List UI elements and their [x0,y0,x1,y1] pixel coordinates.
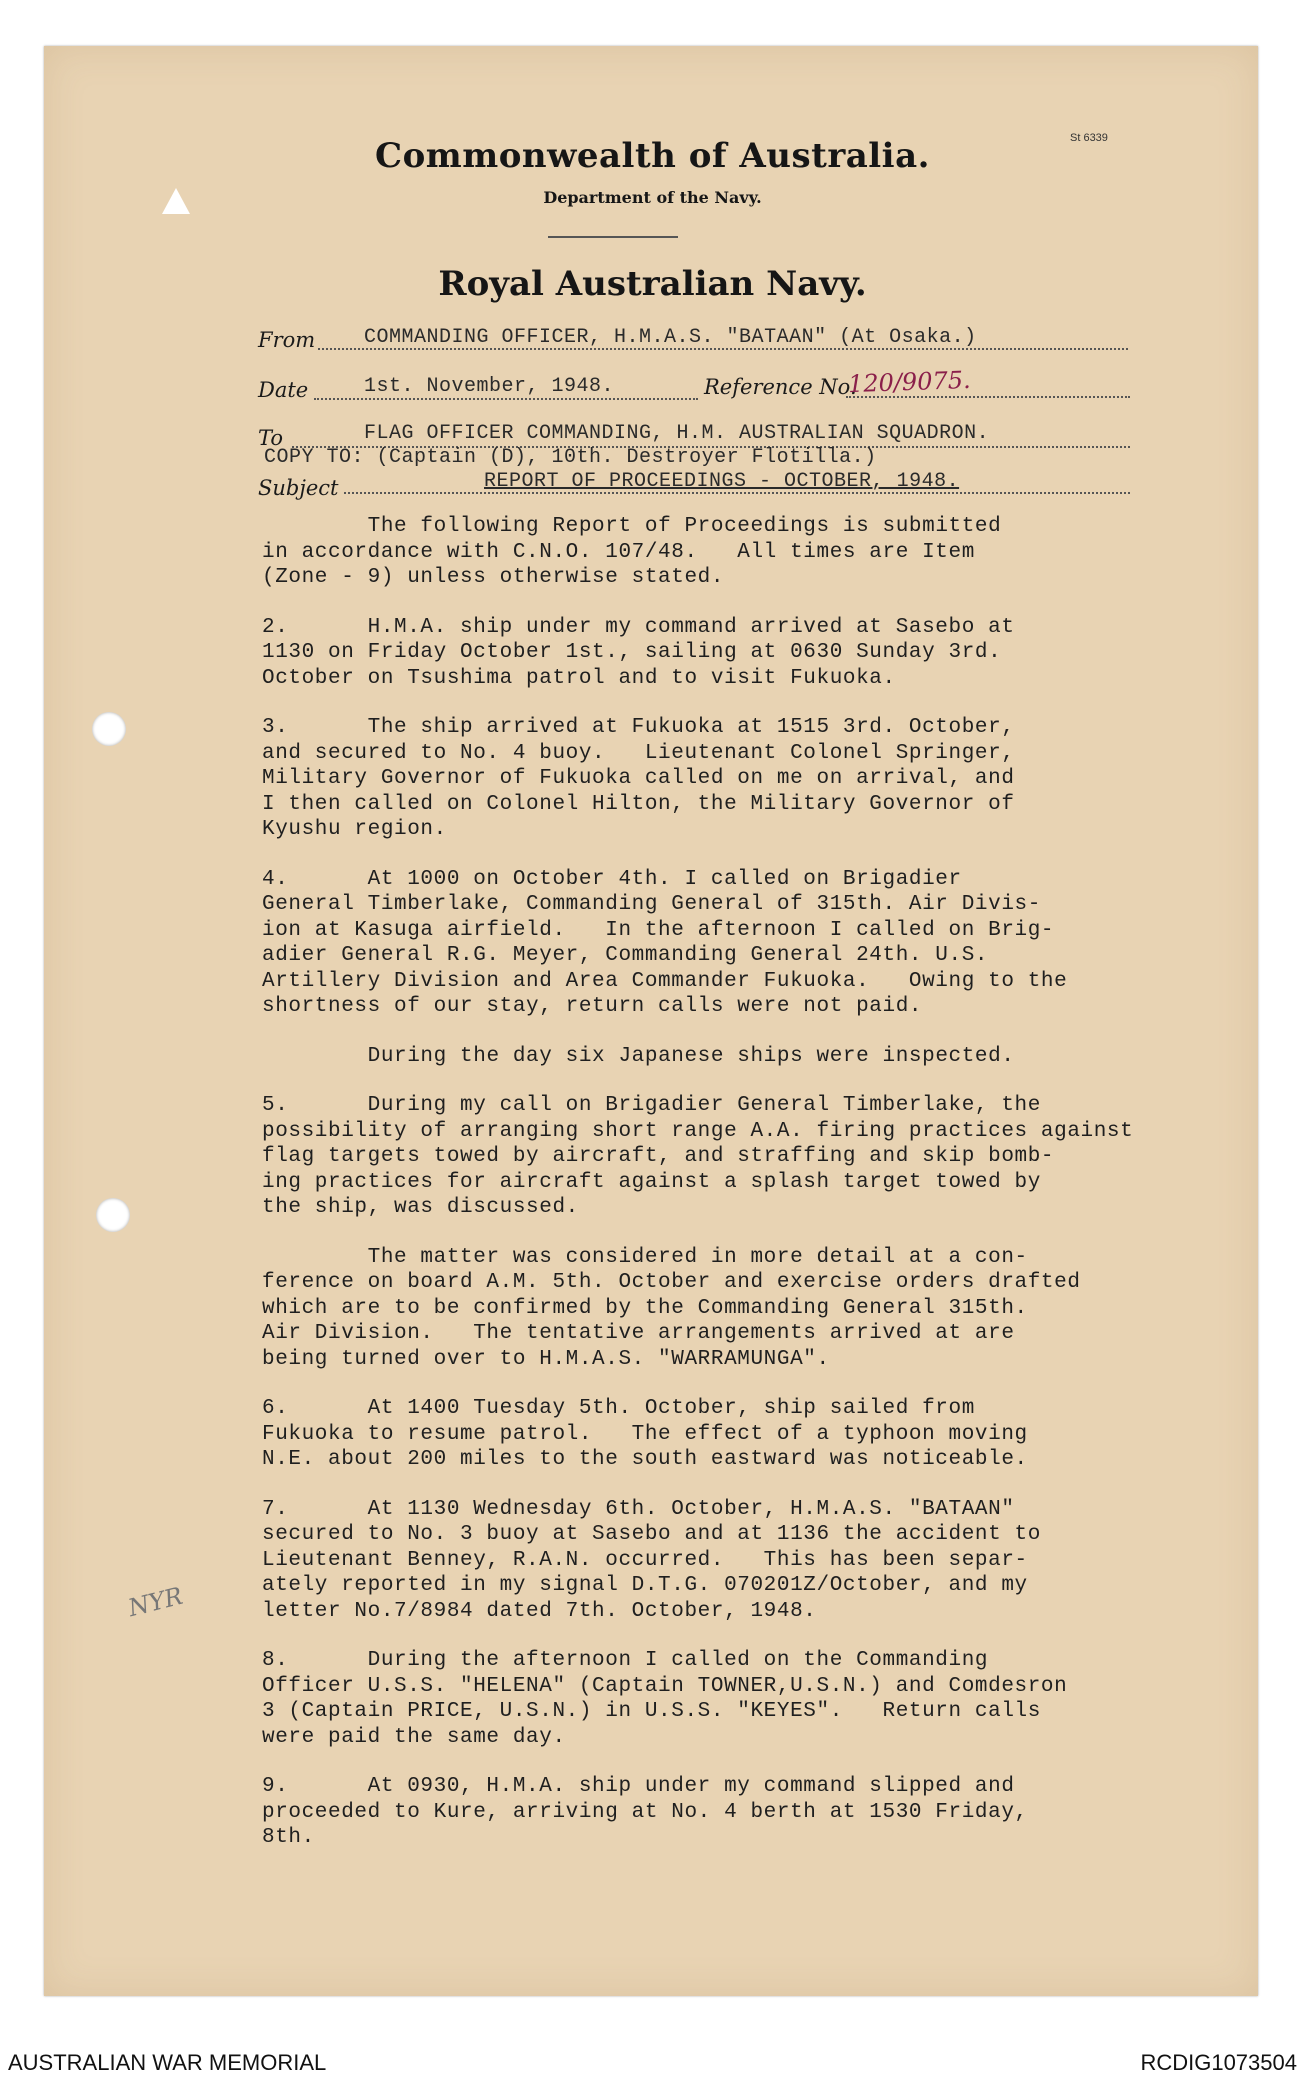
date-line [314,398,698,400]
copy-to: COPY TO: (Captain (D), 10th. Destroyer Flotilla.) [264,446,877,469]
report-body [262,514,1192,1875]
paragraph-5: 5. During my call on Brigadier General Timberlake, the possibility of arranging short range A.A. firing practices against flag targets towed by aircraft, and straffing and skip bomb- ing practices for aircraft against a splash target towed by the ship, was discussed. [262,1094,1134,1219]
date-value: 1st. November, 1948. [364,375,615,398]
footer-record-id: RCDIG1073504 [1140,2050,1297,2075]
letterhead-service: Royal Australian Navy. [438,264,867,304]
paragraph-8: 8. During the afternoon I called on the Commanding Officer U.S.S. "HELENA" (Captain TOWNER,U.S.N.) and Comdesron 3 (Captain PRICE, U.S.N.) in U.S.S. "KEYES". Return calls were paid the same day. [262,1649,1068,1749]
paragraph-9: 9. At 0930, H.M.A. ship under my command slipped and proceeded to Kure, arriving at No. 4 berth at 1530 Friday, 8th. [262,1775,1028,1849]
paragraph-3: 3. The ship arrived at Fukuoka at 1515 3rd. October, and secured to No. 4 buoy. Lieutenant Colonel Springer, Military Governor of Fukuoka called on me on arrival, and I then called on Colonel Hilton, the Military Governor of Kyushu region. [262,716,1015,841]
margin-annotation: NYR [125,1581,186,1623]
letterhead-department: Department of the Navy. [543,188,762,207]
paragraph-5-continued: The matter was considered in more detail at a con- ference on board A.M. 5th. October and exercise orders drafted which are to be confirmed by the Commanding General 315th. Air Division. The tentative arrangements arrived at are being turned over to H.M.A.S. "WARRAMUNGA". [262,1245,1081,1371]
to-label: To [258,426,284,450]
form-stamp-number: St 6339 [1070,132,1108,144]
footer-archive-name: AUSTRALIAN WAR MEMORIAL [8,2050,327,2075]
punch-hole-lower [96,1198,130,1232]
to-value: FLAG OFFICER COMMANDING, H.M. AUSTRALIAN SQUADRON. [364,422,990,445]
reference-label: Reference No. [704,375,857,399]
from-label: From [258,328,316,352]
paragraph-4: 4. At 1000 on October 4th. I called on Brigadier General Timberlake, Commanding General of 315th. Air Divis- ion at Kasuga airfield. In the afternoon I called on Brig- adier General R.G. Meyer, Commanding General 24th. U.S. Artillery Division and Area Commander Fukuoka. Owing to the shortness of our stay, return calls were not paid. [262,867,1068,1018]
letterhead-divider [548,236,678,238]
letterhead-title: Commonwealth of Australia. [375,136,930,176]
paragraph-2: 2. H.M.A. ship under my command arrived at Sasebo at 1130 on Friday October 1st., sailing at 0630 Sunday 3rd. October on Tsushima patrol and to visit Fukuoka. [262,615,1015,690]
subject-value: REPORT OF PROCEEDINGS - OCTOBER, 1948. [484,470,960,493]
from-value: COMMANDING OFFICER, H.M.A.S. "BATAAN" (At Osaka.) [364,326,977,349]
paragraph-6: 6. At 1400 Tuesday 5th. October, ship sailed from Fukuoka to resume patrol. The effect of a typhoon moving N.E. about 200 miles to the south eastward was noticeable. [262,1397,1028,1471]
date-label: Date [258,378,309,402]
reference-number-handwritten: 120/9075. [847,365,972,399]
punch-hole-upper [92,712,126,746]
paragraph-7: 7. At 1130 Wednesday 6th. October, H.M.A.S. "BATAAN" secured to No. 3 buoy at Sasebo and at 1136 the accident to Lieutenant Benney, R.A.N. occurred. This has been separ- ately reported in my signal D.T.G. 070201Z/October, and my letter No.7/8984 dated 7th. October, 1948. [262,1497,1041,1623]
paragraph-intro: The following Report of Proceedings is submitted in accordance with C.N.O. 107/48. All times are Item (Zone - 9) unless otherwise stated. [262,515,1002,589]
subject-label: Subject [258,476,339,500]
paragraph-4-continued: During the day six Japanese ships were inspected. [262,1044,1015,1068]
